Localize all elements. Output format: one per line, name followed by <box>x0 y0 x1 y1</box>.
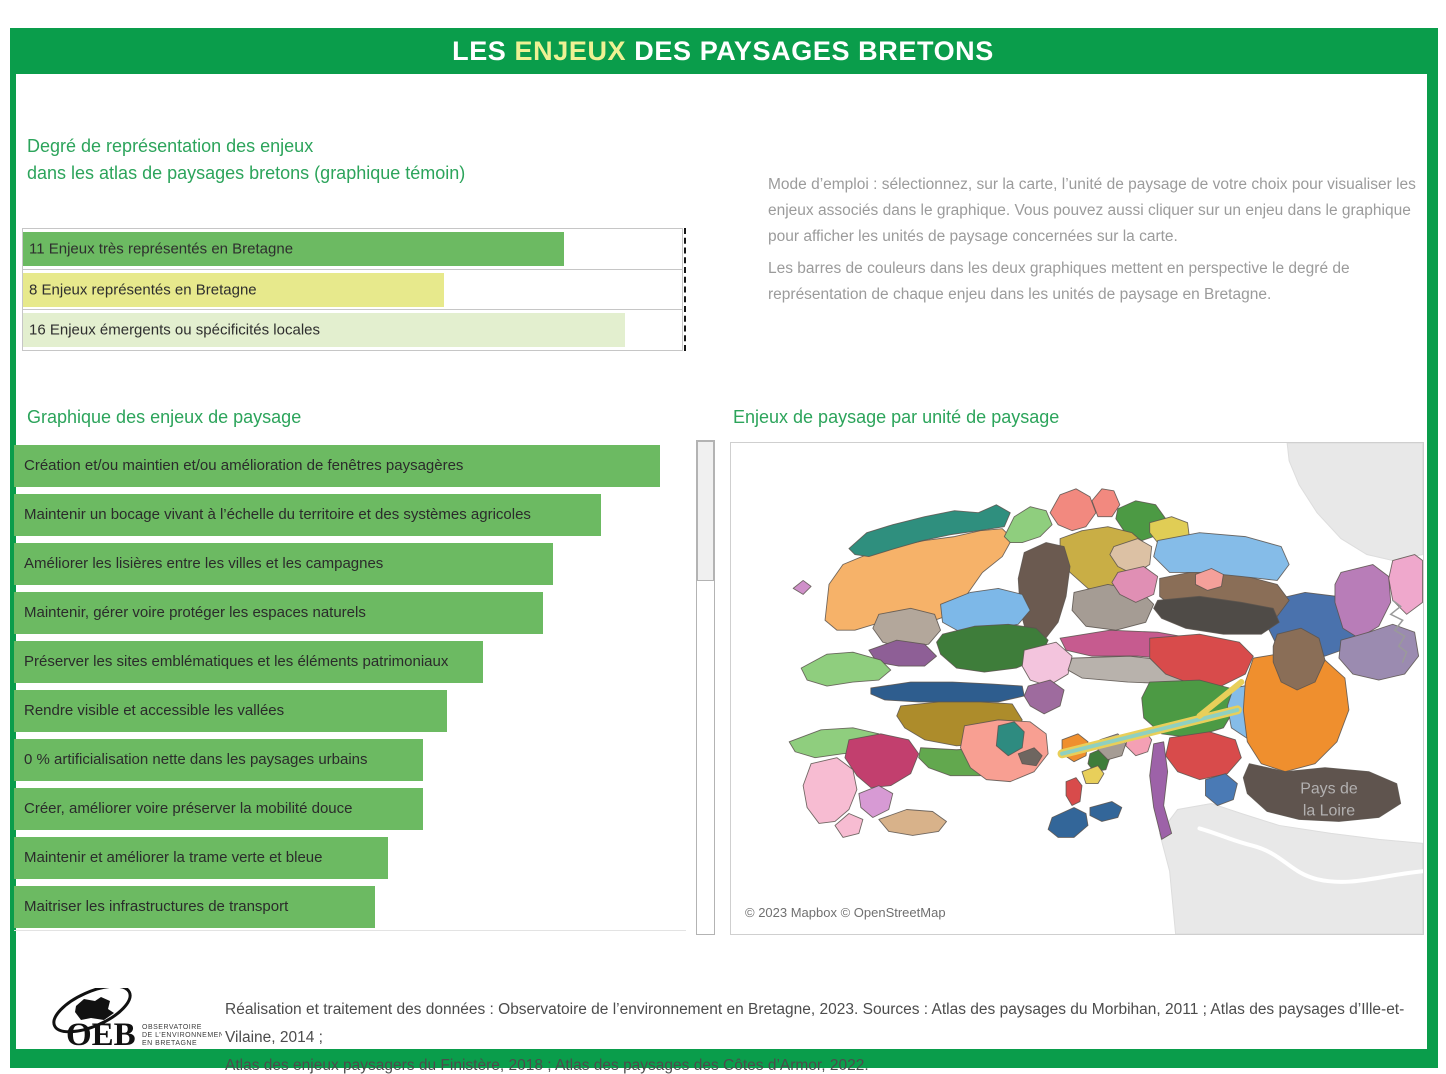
enjeux-bar-label: Maitriser les infrastructures de transport <box>24 898 289 915</box>
enjeux-bar[interactable] <box>14 543 553 585</box>
credit-line-2: Atlas des enjeux paysagers du Finistère, 2018 ; Atlas des paysages des Côtes d’Armor, 2022. <box>225 1057 869 1074</box>
enjeux-bar[interactable] <box>14 739 423 781</box>
enjeux-chart-scrollbar[interactable] <box>696 440 715 935</box>
enjeux-bar-label: Maintenir, gérer voire protéger les espaces naturels <box>24 604 366 621</box>
witness-bar-label: 16 Enjeux émergents ou spécificités locales <box>29 321 320 339</box>
witness-chart-dashed-axis <box>684 228 686 351</box>
logo-caption-line2: DE L’ENVIRONNEMENT <box>142 1032 222 1039</box>
enjeux-bar-label: Maintenir et améliorer la trame verte et bleue <box>24 849 323 866</box>
enjeux-bar[interactable] <box>14 494 601 536</box>
enjeux-bar[interactable] <box>14 837 388 879</box>
region-label-line1: Pays de <box>1300 780 1358 798</box>
enjeux-bar-row <box>14 489 686 538</box>
enjeux-bar-label: 0 % artificialisation nette dans les paysages urbains <box>24 751 368 768</box>
enjeux-bar-label: Préserver les sites emblématiques et les éléments patrimoniaux <box>24 653 449 670</box>
region-label-line2: la Loire <box>1302 802 1356 820</box>
enjeux-bar[interactable] <box>14 592 543 634</box>
witness-row <box>23 309 682 350</box>
logo-text: OEB <box>66 1017 136 1050</box>
page-title <box>0 28 1446 74</box>
enjeux-bar-row <box>14 685 686 734</box>
scrollbar-thumb[interactable] <box>697 441 714 581</box>
witness-chart <box>22 228 683 351</box>
page-title-highlight: ENJEUX <box>514 36 627 66</box>
enjeux-bar-row <box>14 538 686 587</box>
enjeux-bar[interactable] <box>14 690 447 732</box>
logo-caption-line3: EN BRETAGNE <box>142 1040 198 1047</box>
instructions-paragraph-2: Les barres de couleurs dans les deux graphiques mettent en perspective le degré de représentation de chaque enjeu dans les unités de paysage en Bretagne. <box>768 260 1350 303</box>
enjeux-bar-row <box>14 440 686 489</box>
credit-text <box>225 996 1430 1074</box>
witness-chart-title-line1: Degré de représentation des enjeux <box>27 136 314 156</box>
page-border-right <box>1427 28 1438 1068</box>
enjeux-bar-row <box>14 734 686 783</box>
enjeux-chart-title: Graphique des enjeux de paysage <box>27 407 302 427</box>
enjeux-bar-label: Création et/ou maintien et/ou amélioration de fenêtres paysagères <box>24 457 464 474</box>
page-title-prefix: LES <box>452 36 515 66</box>
enjeux-bar-row <box>14 636 686 685</box>
enjeux-bar-label: Améliorer les lisières entre les villes et les campagnes <box>24 555 384 572</box>
enjeux-bar-label: Maintenir un bocage vivant à l’échelle du territoire et des systèmes agricoles <box>24 506 531 523</box>
witness-row <box>23 269 682 310</box>
oeb-logo <box>30 988 222 1055</box>
witness-chart-title <box>27 133 465 187</box>
witness-bar-label: 8 Enjeux représentés en Bretagne <box>29 281 257 298</box>
map-title: Enjeux de paysage par unité de paysage <box>733 407 1060 427</box>
enjeux-chart <box>14 440 686 931</box>
instructions-text <box>768 172 1420 314</box>
map-container[interactable] <box>730 442 1424 935</box>
enjeux-bar[interactable] <box>14 886 375 928</box>
logo-caption-line1: OBSERVATOIRE <box>142 1024 202 1031</box>
enjeux-bar-label: Rendre visible et accessible les vallées <box>24 702 285 719</box>
landscape-unit[interactable] <box>871 682 1024 702</box>
witness-chart-title-line2: dans les atlas de paysages bretons (graphique témoin) <box>27 163 466 183</box>
enjeux-bar-row <box>14 783 686 832</box>
witness-row <box>23 229 682 269</box>
enjeux-bar[interactable] <box>14 641 483 683</box>
enjeux-bar[interactable] <box>14 445 660 487</box>
page-title-suffix: DES PAYSAGES BRETONS <box>626 36 994 66</box>
enjeux-bar-label: Créer, améliorer voire préserver la mobilité douce <box>24 800 353 817</box>
enjeux-bar-row <box>14 881 686 930</box>
enjeux-bar-row <box>14 832 686 881</box>
brittany-map[interactable] <box>731 443 1423 934</box>
map-attribution: © 2023 Mapbox © OpenStreetMap <box>737 903 954 922</box>
credit-line-1: Réalisation et traitement des données : Observatoire de l’environnement en Bretagne, 2023. Sources : Atlas des paysages du Morbihan, 2011 ; Atlas des paysages d’Ille-et-Vilaine, 2014 ; <box>225 1001 1405 1046</box>
instructions-paragraph-1: Mode d’emploi : sélectionnez, sur la carte, l’unité de paysage de votre choix pour visualiser les enjeux associés dans le graphique. Vous pouvez aussi cliquer sur un enjeu dans le graphique pour afficher les unités de paysage concernées sur la carte. <box>768 176 1416 245</box>
enjeux-bar[interactable] <box>14 788 423 830</box>
witness-bar-label: 11 Enjeux très représentés en Bretagne <box>29 240 294 258</box>
enjeux-bar-row <box>14 587 686 636</box>
